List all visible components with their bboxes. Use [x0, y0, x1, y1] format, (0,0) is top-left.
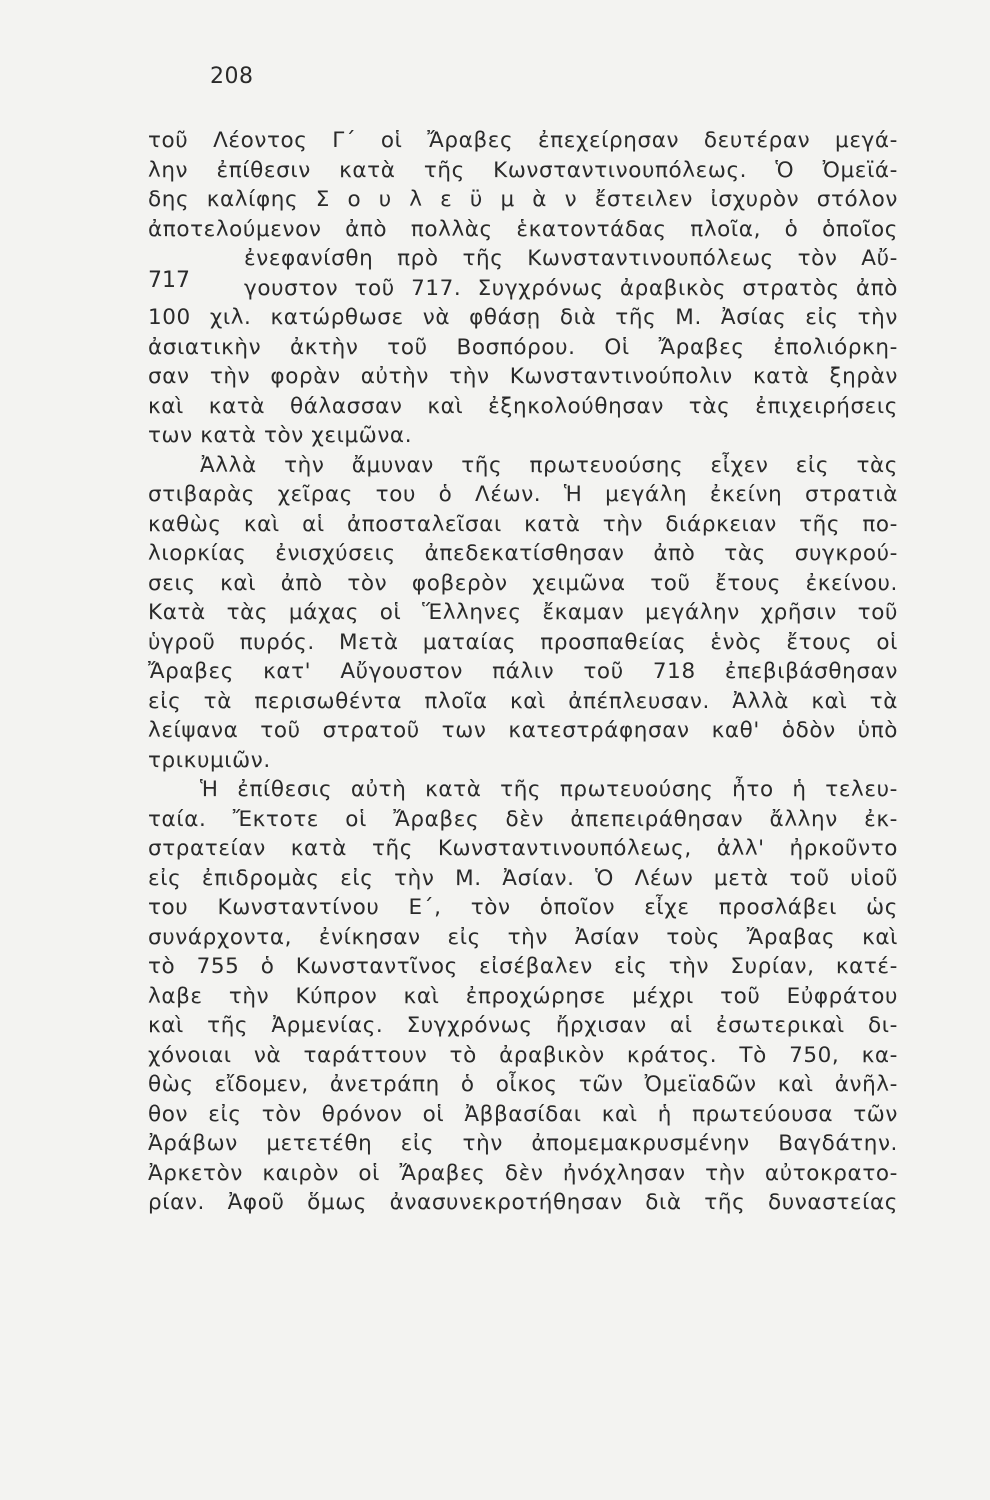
text-line: συνάρχοντα, ἐνίκησαν εἰς τὴν Ἀσίαν τοὺς Ἄραβας καὶ — [148, 924, 898, 950]
text-line: δης καλίφης Σ ο υ λ ε ϋ μ ὰ ν ἔστειλεν ἰσχυρὸν στόλον — [148, 187, 898, 212]
page-number: 208 — [210, 64, 254, 89]
text-line: ταία. Ἔκτοτε οἱ Ἄραβες δὲν ἀπεπειράθησαν ἄλλην ἐκ- — [148, 806, 898, 832]
body-text — [148, 126, 898, 1218]
text-line: ἐνεφανίσθη πρὸ τῆς Κωνσταντινουπόλεως τὸν Αὔ- — [244, 246, 898, 271]
text-line: εἰς τὰ περισωθέντα πλοῖα καὶ ἀπέπλευσαν. Ἀλλὰ καὶ τὰ — [148, 688, 898, 714]
text-line: θον εἰς τὸν θρόνον οἱ Ἀββασίδαι καὶ ἡ πρωτεύουσα τῶν — [148, 1101, 898, 1127]
text-line: τρικυμιῶν. — [148, 747, 271, 773]
text-line: εἰς ἐπιδρομὰς εἰς τὴν Μ. Ἀσίαν. Ὁ Λέων μετὰ τοῦ υἱοῦ — [148, 865, 898, 891]
text-line: λαβε τὴν Κύπρον καὶ ἐπροχώρησε μέχρι τοῦ Εὐφράτου — [148, 983, 898, 1009]
text-line: Κατὰ τὰς μάχας οἱ Ἕλληνες ἔκαμαν μεγάλην χρῆσιν τοῦ — [148, 600, 898, 625]
text-line: 100 χιλ. κατώρθωσε νὰ φθάσῃ διὰ τῆς Μ. Ἀσίας εἰς τὴν — [148, 305, 898, 330]
text-line: λην ἐπίθεσιν κατὰ τῆς Κωνσταντινουπόλεως. Ὁ Ὀμεϊά- — [148, 157, 898, 183]
text-line: Ἡ ἐπίθεσις αὐτὴ κατὰ τῆς πρωτευούσης ἦτο ἡ τελευ- — [200, 777, 898, 802]
text-line: στρατείαν κατὰ τῆς Κωνσταντινουπόλεως, ἀλλ' ἠρκοῦντο — [148, 836, 898, 861]
text-line: ἀσιατικὴν ἀκτὴν τοῦ Βοσπόρου. Οἱ Ἄραβες ἐπολιόρκη- — [148, 334, 898, 360]
margin-year-note: 717 — [148, 268, 190, 293]
text-line: Ἀράβων μετετέθη εἰς τὴν ἀπομεμακρυσμένην Βαγδάτην. — [148, 1131, 898, 1156]
text-line: σεις καὶ ἀπὸ τὸν φοβερὸν χειμῶνα τοῦ ἔτους ἐκείνου. — [148, 570, 898, 596]
text-line: γουστον τοῦ 717. Συγχρόνως ἀραβικὸς στρατὸς ἀπὸ — [244, 275, 898, 301]
text-line: Ἀλλὰ τὴν ἄμυναν τῆς πρωτευούσης εἶχεν εἰς τὰς — [200, 452, 898, 478]
text-line: των κατὰ τὸν χειμῶνα. — [148, 423, 413, 448]
text-line: καθὼς καὶ αἱ ἀποσταλεῖσαι κατὰ τὴν διάρκειαν τῆς πο- — [148, 511, 898, 537]
text-line: σαν τὴν φορὰν αὐτὴν τὴν Κωνσταντινούπολιν κατὰ ξηρὰν — [148, 364, 898, 389]
text-line: ἀποτελούμενον ἀπὸ πολλὰς ἑκατοντάδας πλοῖα, ὁ ὁποῖος — [148, 216, 898, 242]
text-line: καὶ τῆς Ἀρμενίας. Συγχρόνως ἤρχισαν αἱ ἐσωτερικαὶ δι- — [148, 1013, 898, 1038]
text-line: χόνοιαι νὰ ταράττουν τὸ ἀραβικὸν κράτος. Τὸ 750, κα- — [148, 1042, 898, 1068]
text-line: στιβαρὰς χεῖρας του ὁ Λέων. Ἡ μεγάλη ἐκείνη στρατιὰ — [148, 482, 898, 507]
text-line: Ἄραβες κατ' Αὔγουστον πάλιν τοῦ 718 ἐπεβιβάσθησαν — [148, 659, 898, 684]
text-line: του Κωνσταντίνου Ε΄, τὸν ὁποῖον εἶχε προσλάβει ὡς — [148, 895, 898, 920]
text-line: ρίαν. Ἀφοῦ ὅμως ἀνασυνεκροτήθησαν διὰ τῆς δυναστείας — [148, 1190, 898, 1215]
text-line: Ἀρκετὸν καιρὸν οἱ Ἄραβες δὲν ἠνόχλησαν τὴν αὐτοκρατο- — [148, 1160, 898, 1186]
text-line: λιορκίας ἐνισχύσεις ἀπεδεκατίσθησαν ἀπὸ τὰς συγκρού- — [148, 541, 898, 566]
text-line: τὸ 755 ὁ Κωνσταντῖνος εἰσέβαλεν εἰς τὴν Συρίαν, κατέ- — [148, 954, 898, 979]
text-line: καὶ κατὰ θάλασσαν καὶ ἐξηκολούθησαν τὰς ἐπιχειρήσεις — [148, 393, 898, 419]
text-line: τοῦ Λέοντος Γ΄ οἱ Ἄραβες ἐπεχείρησαν δευτέραν μεγά- — [148, 128, 898, 153]
text-line: ὑγροῦ πυρός. Μετὰ ματαίας προσπαθείας ἑνὸς ἔτους οἱ — [148, 629, 898, 655]
text-line: λείψανα τοῦ στρατοῦ των κατεστράφησαν καθ' ὁδὸν ὑπὸ — [148, 718, 898, 743]
text-line: θὼς εἴδομεν, ἀνετράπη ὁ οἶκος τῶν Ὀμεϊαδῶν καὶ ἀνῆλ- — [148, 1072, 898, 1097]
